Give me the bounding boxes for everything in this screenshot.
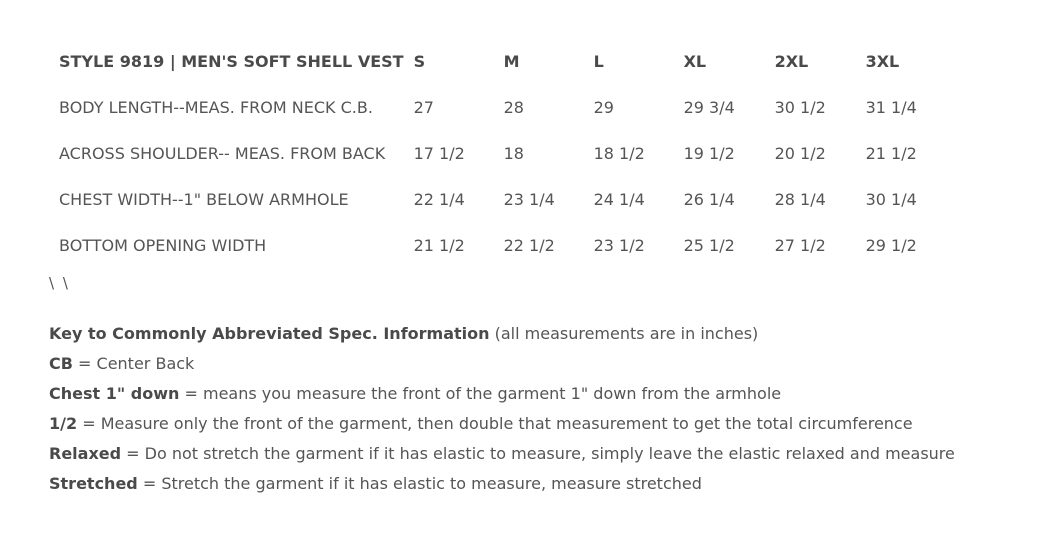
table-cell: 18 [503,143,524,163]
size-header-2xl: 2XL [774,51,809,71]
table-cell: 19 1/2 [683,143,735,163]
table-cell: 20 1/2 [774,143,826,163]
key-item [49,379,955,409]
table-cell: 24 1/4 [593,189,645,209]
table-row [49,176,947,222]
row-label: ACROSS SHOULDER-- MEAS. FROM BACK [59,143,386,163]
key-term: Chest 1" down [49,384,180,403]
table-cell: 30 1/4 [865,189,917,209]
size-header-l: L [593,51,604,71]
table-cell: 18 1/2 [593,143,645,163]
size-header-s: S [413,51,426,71]
table-cell: 22 1/4 [413,189,465,209]
key-item [49,469,955,499]
table-cell: 27 1/2 [774,235,826,255]
table-cell: 22 1/2 [503,235,555,255]
key-item [49,349,955,379]
key-definition: = Measure only the front of the garment, then double that measurement to get the total circumference [82,414,913,433]
size-spec-table [49,38,947,268]
table-row [49,222,947,268]
size-header-xl: XL [683,51,707,71]
table-title: STYLE 9819 | MEN'S SOFT SHELL VEST [59,51,404,71]
key-item [49,409,955,439]
key-definition: = Do not stretch the garment if it has elastic to measure, simply leave the elastic relaxed and measure [126,444,955,463]
key-heading-note: (all measurements are in inches) [494,324,759,343]
key-heading-line [49,319,955,349]
row-label: BODY LENGTH--MEAS. FROM NECK C.B. [59,97,373,117]
table-cell: 25 1/2 [683,235,735,255]
key-definition: = means you measure the front of the garment 1" down from the armhole [184,384,782,403]
abbreviation-key [49,319,955,499]
table-cell: 28 [503,97,524,117]
table-cell: 21 1/2 [413,235,465,255]
key-definition: = Center Back [78,354,195,373]
size-header-3xl: 3XL [865,51,900,71]
table-cell: 21 1/2 [865,143,917,163]
key-definition: = Stretch the garment if it has elastic to measure, measure stretched [142,474,702,493]
table-header-row [49,38,947,84]
table-cell: 29 3/4 [683,97,735,117]
row-label: CHEST WIDTH--1" BELOW ARMHOLE [59,189,349,209]
table-row [49,130,947,176]
table-cell: 28 1/4 [774,189,826,209]
table-cell: 30 1/2 [774,97,826,117]
table-cell: 29 [593,97,614,117]
key-item [49,439,955,469]
key-term: Stretched [49,474,138,493]
table-cell: 29 1/2 [865,235,917,255]
key-term: Relaxed [49,444,122,463]
table-cell: 23 1/4 [503,189,555,209]
table-cell: 31 1/4 [865,97,917,117]
key-term: 1/2 [49,414,78,433]
table-cell: 26 1/4 [683,189,735,209]
stray-backslashes: \ \ [49,274,70,292]
table-cell: 17 1/2 [413,143,465,163]
size-header-m: M [503,51,520,71]
key-heading: Key to Commonly Abbreviated Spec. Information [49,324,490,343]
table-cell: 27 [413,97,434,117]
table-cell: 23 1/2 [593,235,645,255]
row-label: BOTTOM OPENING WIDTH [59,235,267,255]
key-term: CB [49,354,73,373]
table-row [49,84,947,130]
